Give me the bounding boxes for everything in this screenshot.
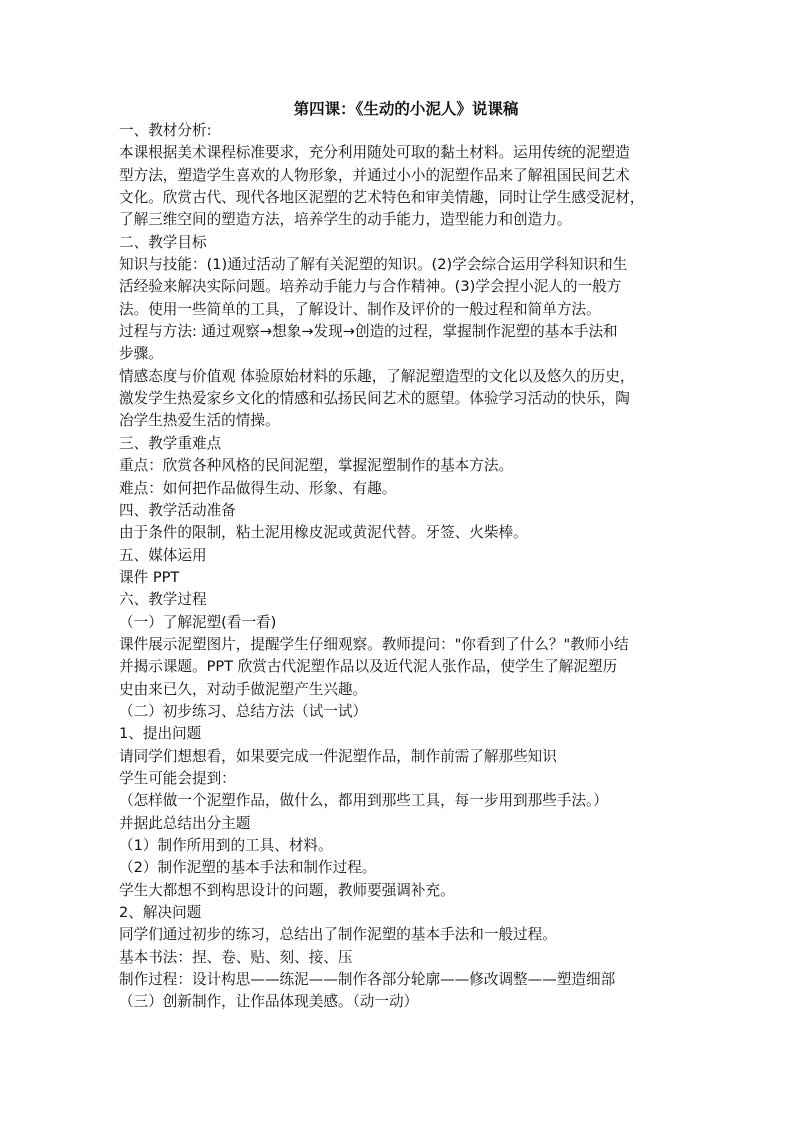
- list-item: （2）制作泥塑的基本手法和制作过程。: [119, 859, 377, 877]
- paragraph-line: 型方法，塑造学生喜欢的人物形象，并通过小小的泥塑作品来了解祖国民间艺术: [119, 166, 630, 184]
- paragraph-line: 并揭示课题。PPT 欣赏古代泥塑作品以及近代泥人张作品，使学生了解泥塑历: [119, 658, 618, 676]
- paragraph-line: （怎样做一个泥塑作品，做什么，都用到那些工具，每一步用到那些手法。）: [119, 792, 608, 810]
- section-heading-preparation: 四、教学活动准备: [119, 501, 236, 519]
- paragraph-line: 知识与技能：(1)通过活动了解有关泥塑的知识。(2)学会综合运用学科知识和生: [119, 256, 628, 274]
- section-heading-material-analysis: 一、教材分析:: [119, 122, 212, 139]
- subsection-heading: （三）创新制作，让作品体现美感。（动一动）: [119, 993, 419, 1011]
- paragraph-line: 活经验来解决实际问题。培养动手能力与合作精神。(3)学会捏小泥人的一般方: [119, 278, 622, 296]
- paragraph-line: 课件 PPT: [119, 568, 180, 586]
- paragraph-line: 本课根据美术课程标准要求，充分利用随处可取的黏土材料。运用传统的泥塑造: [119, 144, 630, 162]
- paragraph-line: 学生大都想不到构思设计的问题，教师要强调补充。: [119, 881, 455, 899]
- paragraph-line: 课件展示泥塑图片，提醒学生仔细观察。教师提问："你看到了什么？"教师小结: [119, 635, 629, 653]
- section-heading-key-points: 三、教学重难点: [119, 434, 222, 452]
- paragraph-line: 学生可能会提到：: [119, 769, 236, 787]
- paragraph-line: 冶学生热爱生活的情操。: [119, 412, 280, 430]
- paragraph-line: 制作过程：设计构思——练泥——制作各部分轮廓——修改调整——塑造细部: [119, 971, 616, 989]
- section-heading-media: 五、媒体运用: [119, 546, 207, 564]
- paragraph-line: 激发学生热爱家乡文化的情感和弘扬民间艺术的愿望。体验学习活动的快乐，陶: [119, 390, 630, 408]
- paragraph-line: 法。使用一些简单的工具，了解设计、制作及评价的一般过程和简单方法。: [119, 300, 601, 318]
- paragraph-line: 并据此总结出分主题: [119, 814, 251, 832]
- section-heading-teaching-goals: 二、教学目标: [119, 233, 207, 251]
- list-item-heading: 2、解决问题: [119, 904, 202, 922]
- paragraph-line: 由于条件的限制，粘土泥用橡皮泥或黄泥代替。牙签、火柴棒。: [119, 524, 528, 542]
- subsection-heading: （二）初步练习、总结方法（试一试）: [119, 702, 368, 720]
- paragraph-line: 了解三维空间的塑造方法，培养学生的动手能力，造型能力和创造力。: [119, 211, 572, 229]
- list-item-heading: 1、提出问题: [119, 725, 202, 743]
- paragraph-line: 情感态度与价值观 体验原始材料的乐趣，了解泥塑造型的文化以及悠久的历史，: [119, 367, 635, 385]
- subsection-heading: （一）了解泥塑(看一看): [119, 613, 277, 631]
- document-page: [119, 98, 679, 1014]
- paragraph-line: 同学们通过初步的练习，总结出了制作泥塑的基本手法和一般过程。: [119, 926, 557, 944]
- paragraph-line: 史由来已久，对动手做泥塑产生兴趣。: [119, 680, 368, 698]
- section-heading-teaching-process: 六、教学过程: [119, 591, 207, 609]
- document-body: [119, 120, 679, 1014]
- paragraph-line: 请同学们想想看，如果要完成一件泥塑作品，制作前需了解那些知识: [119, 747, 557, 765]
- document-title: 第四课：《生动的小泥人》说课稿: [293, 100, 519, 118]
- paragraph-line: 重点：欣赏各种风格的民间泥塑，掌握泥塑制作的基本方法。: [119, 457, 514, 475]
- paragraph-line: 过程与方法: 通过观察→想象→发现→创造的过程，掌握制作泥塑的基本手法和: [119, 323, 618, 341]
- paragraph-line: 步骤。: [119, 345, 163, 363]
- paragraph-line: 难点：如何把作品做得生动、形象、有趣。: [119, 479, 397, 497]
- list-item: （1）制作所用到的工具、材料。: [119, 837, 333, 854]
- paragraph-line: 文化。欣赏古代、现代各地区泥塑的艺术特色和审美情趣，同时让学生感受泥材，: [119, 189, 645, 207]
- paragraph-line: 基本书法：捏、卷、贴、刻、接、压: [119, 948, 353, 966]
